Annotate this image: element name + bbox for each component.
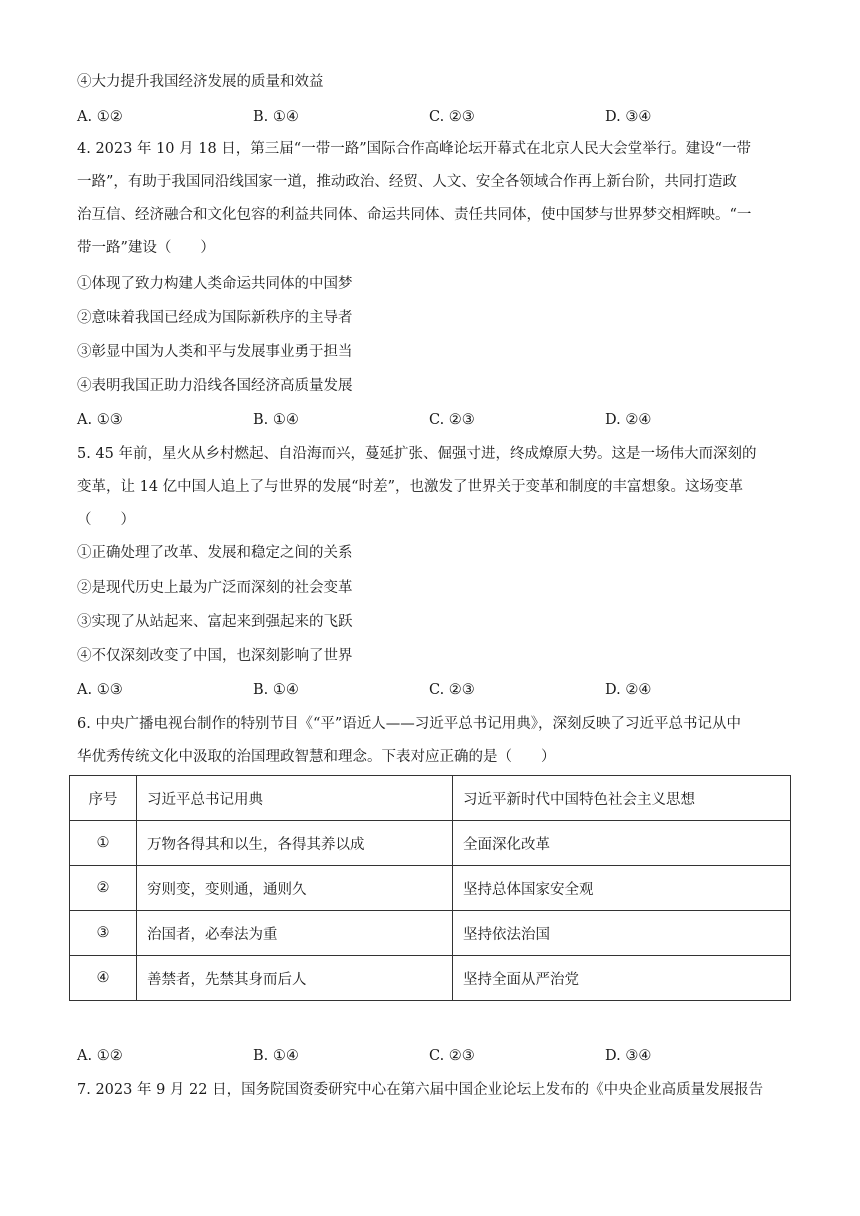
q5-stem-line-1: 5. 45 年前，星火从乡村燃起、自沿海而兴，蔓延扩张、倔强寸进，终成燎原大势。这是一场伟大而深刻的	[77, 446, 757, 462]
q4-options	[77, 410, 797, 430]
q3-options	[77, 107, 797, 127]
table-header-cell: 习近平新时代中国特色社会主义思想	[453, 776, 791, 821]
q4-option-a: A. ①③	[77, 412, 123, 428]
table-row	[70, 956, 791, 1001]
table-cell: 全面深化改革	[453, 821, 791, 866]
table-header-row	[70, 776, 791, 821]
q4-option-d: D. ②④	[605, 412, 652, 428]
q4-item-3: ③彰显中国为人类和平与发展事业勇于担当	[77, 344, 353, 360]
table-cell: ③	[70, 911, 137, 956]
q4-stem-line-1: 4. 2023 年 10 月 18 日，第三届“一带一路”国际合作高峰论坛开幕式在北京人民大会堂举行。建设“一带	[77, 141, 752, 157]
q6-option-d: D. ③④	[605, 1048, 652, 1064]
q5-option-c: C. ②③	[429, 682, 475, 698]
q3-option-a: A. ①②	[77, 109, 123, 125]
q4-option-c: C. ②③	[429, 412, 475, 428]
q3-option-b: B. ①④	[253, 109, 299, 125]
q6-options	[77, 1046, 797, 1066]
q7-stem-line-1: 7. 2023 年 9 月 22 日，国务院国资委研究中心在第六届中国企业论坛上发布的《中央企业高质量发展报告	[77, 1082, 764, 1098]
table-row	[70, 821, 791, 866]
table-row	[70, 911, 791, 956]
table-header-cell: 习近平总书记用典	[137, 776, 453, 821]
q6-option-b: B. ①④	[253, 1048, 299, 1064]
q4-item-4: ④表明我国正助力沿线各国经济高质量发展	[77, 378, 353, 394]
q5-option-a: A. ①③	[77, 682, 123, 698]
table-cell: ④	[70, 956, 137, 1001]
q6-option-c: C. ②③	[429, 1048, 475, 1064]
q5-item-1: ①正确处理了改革、发展和稳定之间的关系	[77, 545, 353, 561]
q5-item-2: ②是现代历史上最为广泛而深刻的社会变革	[77, 580, 353, 596]
q5-stem-line-3: （ ）	[77, 512, 135, 528]
q5-option-b: B. ①④	[253, 682, 299, 698]
q5-options	[77, 680, 797, 700]
q4-stem-line-4: 带一路”建设（ ）	[77, 240, 215, 256]
q4-stem-line-2: 一路”，有助于我国同沿线国家一道，推动政治、经贸、人文、安全各领域合作再上新台阶，共同打造政	[77, 174, 737, 190]
q5-item-4: ④不仅深刻改变了中国，也深刻影响了世界	[77, 648, 353, 664]
q6-option-a: A. ①②	[77, 1048, 123, 1064]
q3-option-d: D. ③④	[605, 109, 652, 125]
q5-item-3: ③实现了从站起来、富起来到强起来的飞跃	[77, 614, 353, 630]
q4-option-b: B. ①④	[253, 412, 299, 428]
q4-stem-line-3: 治互信、经济融合和文化包容的利益共同体、命运共同体、责任共同体，使中国梦与世界梦交相辉映。“一	[77, 207, 752, 223]
q3-item-4: ④大力提升我国经济发展的质量和效益	[77, 74, 324, 90]
table-cell: 坚持全面从严治党	[453, 956, 791, 1001]
q5-stem-line-2: 变革，让 14 亿中国人追上了与世界的发展“时差”，也激发了世界关于变革和制度的丰富想象。这场变革	[77, 479, 743, 495]
table-cell: 善禁者，先禁其身而后人	[137, 956, 453, 1001]
table-cell: ②	[70, 866, 137, 911]
table-cell: 治国者，必奉法为重	[137, 911, 453, 956]
q3-option-c: C. ②③	[429, 109, 475, 125]
q6-table	[69, 775, 791, 1001]
q5-option-d: D. ②④	[605, 682, 652, 698]
q4-item-1: ①体现了致力构建人类命运共同体的中国梦	[77, 276, 353, 292]
q6-stem-line-2: 华优秀传统文化中汲取的治国理政智慧和理念。下表对应正确的是（ ）	[77, 749, 556, 765]
table-row	[70, 866, 791, 911]
table-cell: 坚持依法治国	[453, 911, 791, 956]
table-cell: ①	[70, 821, 137, 866]
q6-stem-line-1: 6. 中央广播电视台制作的特别节目《“平”语近人——习近平总书记用典》，深刻反映了习近平总书记从中	[77, 716, 742, 732]
table-cell: 坚持总体国家安全观	[453, 866, 791, 911]
table-cell: 万物各得其和以生，各得其养以成	[137, 821, 453, 866]
table-cell: 穷则变，变则通，通则久	[137, 866, 453, 911]
table-header-cell: 序号	[70, 776, 137, 821]
q4-item-2: ②意味着我国已经成为国际新秩序的主导者	[77, 310, 353, 326]
